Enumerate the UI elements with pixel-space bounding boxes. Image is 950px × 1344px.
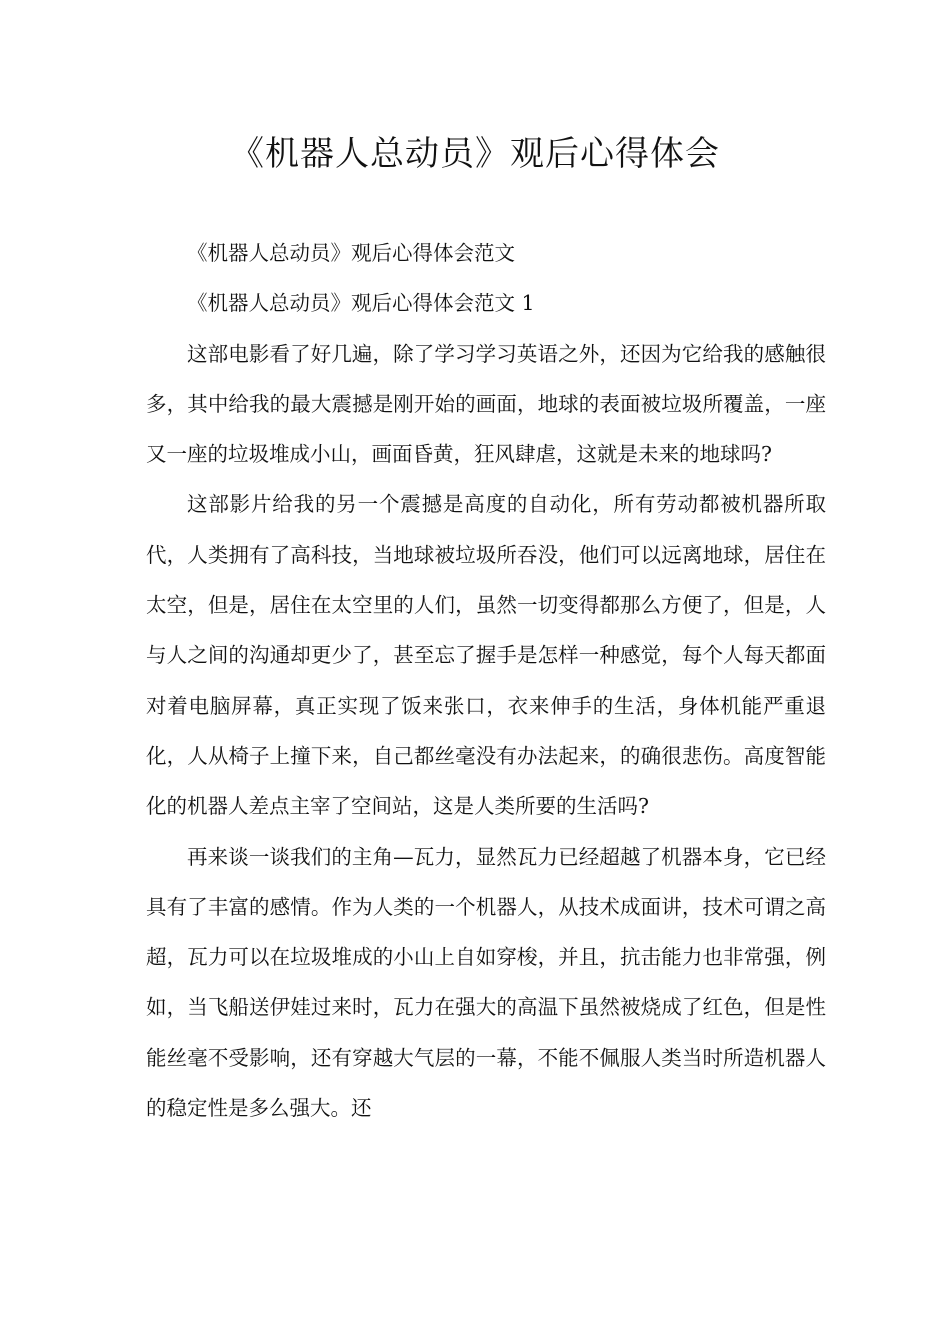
paragraph-subtitle-1: 《机器人总动员》观后心得体会范文 1: [187, 291, 535, 316]
paragraph: 这部影片给我的另一个震撼是高度的自动化，所有劳动都被机器所取代，人类拥有了高科技，当地球被垃圾所吞没，他们可以远离地球，居住在太空，但是，居住在太空里的人们，虽然一切变得都那么方便了，但是，人与人之间的沟通却更少了，甚至忘了握手是怎样一种感觉，每个人每天都面对着电脑屏幕，真正实现了饭来张口，衣来伸手的生活，身体机能严重退化，人从椅子上撞下来，自己都丝毫没有办法起来，的确很悲伤。高度智能化的机器人差点主宰了空间站，这是人类所要的生活吗?: [146, 492, 826, 819]
paragraph-subtitle: 《机器人总动员》观后心得体会范文: [187, 241, 515, 265]
paragraph: 再来谈一谈我们的主角—瓦力，显然瓦力已经超越了机器本身，它已经具有了丰富的感情。作为人类的一个机器人，从技术成面讲，技术可谓之高超，瓦力可以在垃圾堆成的小山上自如穿梭，并且，抗击能力也非常强，例如，当飞船送伊娃过来时，瓦力在强大的高温下虽然被烧成了红色，但是性能丝毫不受影响，还有穿越大气层的一幕，不能不佩服人类当时所造机器人的稳定性是多么强大。还: [146, 844, 826, 1121]
document-title: 《机器人总动员》观后心得体会: [230, 134, 720, 174]
paragraph: 这部电影看了好几遍，除了学习学习英语之外，还因为它给我的感触很多，其中给我的最大震撼是刚开始的画面，地球的表面被垃圾所覆盖，一座又一座的垃圾堆成小山，画面昏黄，狂风肆虐，这就是未来的地球吗?: [146, 341, 826, 467]
document-body: [146, 228, 826, 1133]
